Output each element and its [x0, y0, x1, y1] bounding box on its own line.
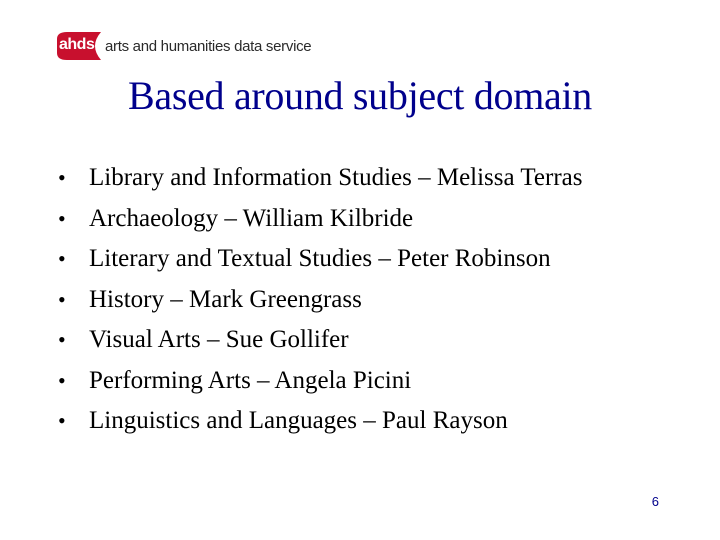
bullet-icon: • — [58, 165, 66, 190]
list-item-text: Visual Arts – Sue Gollifer — [89, 326, 349, 353]
list-item-text: Archaeology – William Kilbride — [89, 204, 414, 232]
bullet-list — [58, 158, 698, 442]
page-number: 6 — [651, 494, 659, 509]
list-item — [58, 401, 698, 442]
slide-title: Based around subject domain — [127, 73, 592, 118]
list-item-text: Performing Arts – Angela Picini — [89, 366, 412, 394]
bullet-icon: • — [58, 367, 66, 393]
list-item-text: Linguistics and Languages – Paul Rayson — [89, 407, 508, 434]
bullet-icon: • — [58, 246, 66, 271]
logo-tagline: arts and humanities data service — [105, 37, 312, 55]
logo-mark: ahds — [59, 36, 95, 53]
list-item — [58, 361, 698, 402]
bullet-icon: • — [58, 205, 66, 231]
list-item — [58, 320, 698, 361]
list-item — [58, 158, 698, 199]
bullet-icon: • — [58, 408, 66, 433]
ahds-logo — [55, 28, 311, 64]
list-item-text: Literary and Textual Studies – Peter Robinson — [89, 245, 551, 272]
list-item-text: Library and Information Studies – Melissa Terras — [89, 164, 583, 191]
list-item — [58, 239, 698, 280]
logo-badge — [55, 29, 103, 63]
bullet-icon: • — [58, 286, 66, 312]
list-item-text: History – Mark Greengrass — [89, 285, 362, 313]
bullet-icon: • — [58, 327, 66, 352]
list-item — [58, 199, 698, 240]
list-item — [58, 280, 698, 321]
